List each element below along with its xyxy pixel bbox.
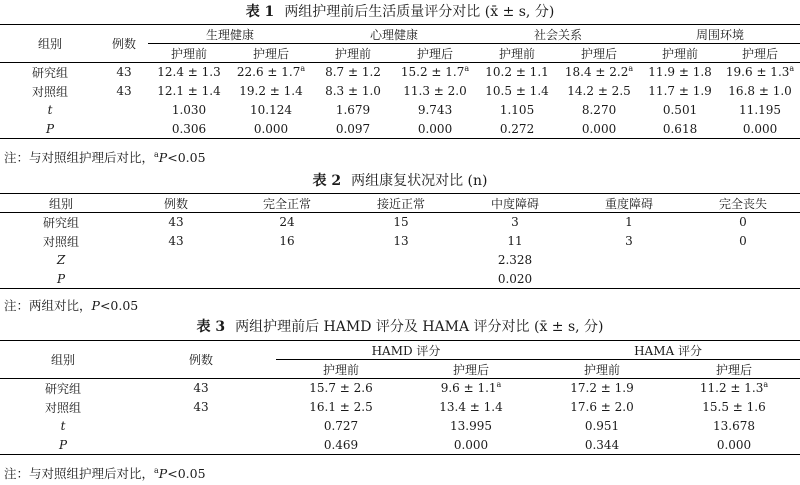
cell-value: 16 [279, 234, 295, 248]
cell-value: 1.679 [335, 103, 371, 117]
row-label [0, 270, 122, 289]
table-cell [122, 232, 230, 251]
cell-value: 9.6 ± 1.1 [440, 381, 497, 396]
row-label [0, 82, 100, 101]
table-cell [276, 417, 406, 436]
cell-value: 0.000 [253, 121, 289, 136]
table-cell [458, 232, 572, 251]
cell-value: 0.501 [662, 103, 698, 117]
table-row [0, 270, 800, 289]
table-cell [572, 270, 686, 289]
table1-caption [0, 3, 800, 21]
table-cell [458, 270, 572, 289]
cell-value: 12.4 ± 1.3 [157, 65, 221, 80]
cell-value: 10.124 [250, 103, 292, 117]
table-cell [476, 82, 558, 101]
cell-value: 0.951 [584, 419, 620, 433]
cell-value: 0.306 [171, 121, 207, 136]
table2-note-suffix: <0.05 [99, 298, 139, 313]
row-label [0, 436, 126, 455]
table-cell [686, 232, 800, 251]
table3 [0, 340, 800, 455]
row-label [0, 120, 100, 139]
table-row [0, 251, 800, 270]
table-cell [406, 379, 536, 398]
cell-value: 14.2 ± 2.5 [567, 84, 631, 98]
table-cell [230, 213, 344, 232]
row-label-text: 研究组 [44, 381, 81, 396]
table1-caption-text: 两组护理前后生活质量评分对比 (x̄ ± s, 分) [284, 4, 555, 20]
table3-header-scale: HAMD 评分 [276, 341, 536, 360]
table1-header-group: 组别 [37, 37, 62, 51]
cell-value: 11.195 [739, 103, 782, 117]
table-cell [230, 82, 312, 101]
table1-note-p: P [158, 150, 168, 165]
table2-header: 组别 [0, 194, 122, 213]
table-cell [230, 270, 344, 289]
row-label [0, 232, 122, 251]
cell-value: 11.2 ± 1.3 [699, 381, 764, 396]
cell-value: 12.1 ± 1.4 [157, 84, 221, 98]
table-cell [640, 63, 720, 82]
cell-value: 15.5 ± 1.6 [702, 400, 766, 414]
row-count [100, 120, 148, 139]
table2-header: 接近正常 [344, 194, 458, 213]
table2-header: 完全丧失 [686, 194, 800, 213]
row-count: 43 [116, 84, 132, 98]
table-cell [344, 251, 458, 270]
table-cell [122, 251, 230, 270]
row-count [126, 417, 276, 436]
table-cell [536, 436, 668, 455]
table-cell [394, 101, 476, 120]
row-label-text: 对照组 [44, 400, 81, 415]
table-cell [686, 213, 800, 232]
table-cell [558, 120, 640, 139]
table-cell [536, 398, 668, 417]
table-cell [640, 120, 720, 139]
table-cell [344, 213, 458, 232]
table-cell [668, 417, 800, 436]
significance-marker: a [763, 380, 769, 390]
table-cell [148, 101, 230, 120]
table-cell [572, 251, 686, 270]
table2-note-p: P [91, 298, 100, 313]
table1-header-dimension: 心理健康 [312, 25, 476, 44]
table-cell [312, 101, 394, 120]
table2-header: 中度障碍 [458, 194, 572, 213]
cell-value: 43 [168, 234, 184, 248]
cell-value: 18.4 ± 2.2 [564, 65, 629, 80]
table-cell [230, 63, 312, 82]
cell-value: 2.328 [497, 253, 533, 267]
cell-value: 11.3 ± 2.0 [403, 84, 467, 98]
row-label [0, 101, 100, 120]
cell-value: 1.030 [171, 103, 207, 117]
row-label [0, 63, 100, 82]
table-cell [148, 120, 230, 139]
cell-value: 0.727 [323, 419, 359, 433]
cell-value: 24 [279, 215, 295, 230]
table-row [0, 232, 800, 251]
significance-marker: a [464, 64, 470, 74]
table-cell [344, 270, 458, 289]
table1-subheader-after: 护理后 [558, 44, 640, 63]
cell-value: 1 [625, 215, 633, 230]
table2-caption-number: 表 2 [312, 173, 342, 189]
cell-value: 0.000 [742, 121, 778, 136]
cell-value: 0 [739, 234, 747, 248]
table-cell [476, 120, 558, 139]
table3-header-count: 例数 [188, 353, 213, 367]
row-label-text: t [47, 103, 53, 117]
cell-value: 16.8 ± 1.0 [728, 84, 792, 98]
table3-subheader-before: 护理前 [276, 360, 406, 379]
cell-value: 8.3 ± 1.0 [325, 84, 381, 98]
table-cell [720, 101, 800, 120]
table3-subheader-after: 护理后 [406, 360, 536, 379]
row-count [100, 101, 148, 120]
row-label-text: P [45, 121, 55, 136]
table-row [0, 120, 800, 139]
significance-marker: a [496, 380, 502, 390]
table1-caption-number: 表 1 [245, 4, 275, 20]
table3-note-superscript: a [154, 465, 159, 475]
cell-value: 8.7 ± 1.2 [325, 65, 381, 80]
table1-note [4, 150, 206, 166]
cell-value: 10.2 ± 1.1 [485, 65, 549, 80]
table1-subheader-before: 护理前 [312, 44, 394, 63]
table-cell [686, 270, 800, 289]
table-cell [572, 232, 686, 251]
table1-subheader-before: 护理前 [640, 44, 720, 63]
table-cell [720, 63, 800, 82]
row-count [126, 436, 276, 455]
table-cell [476, 101, 558, 120]
cell-value: 11.7 ± 1.9 [648, 84, 712, 98]
cell-value: 10.5 ± 1.4 [485, 84, 549, 98]
significance-marker: a [789, 64, 795, 74]
table-cell [312, 82, 394, 101]
cell-value: 19.2 ± 1.4 [239, 84, 303, 98]
cell-value: 13.4 ± 1.4 [439, 400, 503, 414]
row-label [0, 417, 126, 436]
table-cell [668, 398, 800, 417]
table1-note-superscript: a [154, 149, 159, 159]
cell-value: 0.000 [581, 121, 617, 136]
cell-value: 17.6 ± 2.0 [570, 400, 634, 414]
row-label-text: Z [56, 253, 66, 267]
table-row [0, 82, 800, 101]
table-cell [230, 101, 312, 120]
cell-value: 43 [168, 215, 184, 230]
cell-value: 1.105 [499, 103, 535, 117]
table-cell [394, 82, 476, 101]
row-count: 43 [116, 65, 132, 80]
cell-value: 13.678 [713, 419, 756, 433]
table3-header-scale: HAMA 评分 [536, 341, 800, 360]
cell-value: 0.000 [453, 437, 489, 452]
table-row [0, 63, 800, 82]
table-cell [686, 251, 800, 270]
cell-value: 15.2 ± 1.7 [400, 65, 465, 80]
table2-note-prefix: 注：两组对比， [4, 298, 92, 313]
cell-value: 8.270 [581, 103, 617, 117]
cell-value: 11 [507, 234, 523, 248]
table-cell [668, 379, 800, 398]
cell-value: 17.2 ± 1.9 [570, 381, 634, 396]
table1-header-dimension: 周围环境 [640, 25, 800, 44]
table1-subheader-after: 护理后 [394, 44, 476, 63]
cell-value: 3 [625, 234, 633, 248]
table2-header: 重度障碍 [572, 194, 686, 213]
table3-caption [0, 318, 800, 336]
table-cell [122, 213, 230, 232]
cell-value: 0.020 [497, 271, 533, 286]
table-cell [406, 417, 536, 436]
row-count: 43 [193, 400, 209, 414]
cell-value: 11.9 ± 1.8 [648, 65, 712, 80]
table3-note-p: P [158, 466, 168, 481]
cell-value: 0.000 [417, 121, 453, 136]
table1-header-dimension: 社会关系 [476, 25, 640, 44]
row-label [0, 251, 122, 270]
table1-note-prefix: 注：与对照组护理后对比， [4, 150, 155, 165]
table-cell [394, 120, 476, 139]
cell-value: 16.1 ± 2.5 [309, 400, 373, 414]
table-cell [536, 417, 668, 436]
row-label-text: 对照组 [42, 234, 79, 249]
table-cell [536, 379, 668, 398]
table2-caption [0, 172, 800, 190]
table-cell [476, 63, 558, 82]
cell-value: 22.6 ± 1.7 [236, 65, 301, 80]
cell-value: 0.618 [662, 121, 698, 136]
row-label [0, 398, 126, 417]
table1-subheader-before: 护理前 [148, 44, 230, 63]
table-cell [148, 82, 230, 101]
row-label-text: P [58, 437, 68, 452]
table1-header-count: 例数 [111, 37, 136, 51]
table2-header: 例数 [122, 194, 230, 213]
table-cell [406, 398, 536, 417]
table-row [0, 436, 800, 455]
cell-value: 15.7 ± 2.6 [309, 381, 373, 396]
cell-value: 13.995 [450, 419, 492, 433]
table3-subheader-before: 护理前 [536, 360, 668, 379]
table-cell [406, 436, 536, 455]
table-cell [572, 213, 686, 232]
table-cell [720, 120, 800, 139]
table-cell [230, 232, 344, 251]
cell-value: 0.344 [584, 437, 620, 452]
table2 [0, 193, 800, 289]
table-cell [276, 398, 406, 417]
table-row [0, 101, 800, 120]
table-cell [720, 82, 800, 101]
table-cell [344, 232, 458, 251]
table3-note [4, 466, 206, 482]
table1-header-dimension: 生理健康 [148, 25, 312, 44]
cell-value: 0.097 [335, 121, 371, 136]
table3-header-group: 组别 [50, 353, 75, 367]
table-cell [122, 270, 230, 289]
table2-caption-text: 两组康复状况对比 (n) [351, 173, 488, 189]
table-cell [458, 251, 572, 270]
cell-value: 3 [511, 215, 519, 230]
table-cell [668, 436, 800, 455]
table2-note [4, 298, 138, 314]
table-cell [230, 251, 344, 270]
table1 [0, 24, 800, 139]
table-cell [312, 120, 394, 139]
table1-subheader-after: 护理后 [230, 44, 312, 63]
table-cell [558, 101, 640, 120]
table3-note-suffix: <0.05 [167, 466, 206, 481]
table-cell [458, 213, 572, 232]
cell-value: 9.743 [417, 103, 453, 117]
table-row [0, 213, 800, 232]
row-label-text: P [56, 271, 66, 286]
row-label-text: 研究组 [31, 65, 68, 80]
significance-marker: a [628, 64, 634, 74]
significance-marker: a [300, 64, 306, 74]
table-cell [640, 101, 720, 120]
table-row [0, 398, 800, 417]
table-cell [276, 436, 406, 455]
cell-value: 15 [393, 215, 409, 230]
row-label-text: t [60, 419, 66, 433]
table-cell [276, 379, 406, 398]
cell-value: 19.6 ± 1.3 [725, 65, 790, 80]
table-cell [312, 63, 394, 82]
table1-note-suffix: <0.05 [167, 150, 206, 165]
table-row [0, 379, 800, 398]
cell-value: 0.000 [716, 437, 752, 452]
table3-note-prefix: 注：与对照组护理后对比， [4, 466, 155, 481]
table3-subheader-after: 护理后 [668, 360, 800, 379]
table-cell [148, 63, 230, 82]
row-label-text: 对照组 [31, 84, 68, 99]
table-cell [640, 82, 720, 101]
cell-value: 0.469 [323, 437, 359, 452]
cell-value: 0.272 [499, 121, 535, 136]
table-row [0, 417, 800, 436]
row-label-text: 研究组 [42, 215, 79, 230]
table3-caption-text: 两组护理前后 HAMD 评分及 HAMA 评分对比 (x̄ ± s, 分) [235, 319, 604, 335]
table1-subheader-after: 护理后 [720, 44, 800, 63]
row-count: 43 [193, 381, 209, 396]
row-label [0, 379, 126, 398]
table-cell [558, 63, 640, 82]
table2-header: 完全正常 [230, 194, 344, 213]
table1-subheader-before: 护理前 [476, 44, 558, 63]
cell-value: 13 [393, 234, 409, 248]
table-cell [558, 82, 640, 101]
cell-value: 0 [739, 215, 747, 230]
table-cell [230, 120, 312, 139]
row-label [0, 213, 122, 232]
table3-caption-number: 表 3 [196, 319, 226, 335]
table-cell [394, 63, 476, 82]
